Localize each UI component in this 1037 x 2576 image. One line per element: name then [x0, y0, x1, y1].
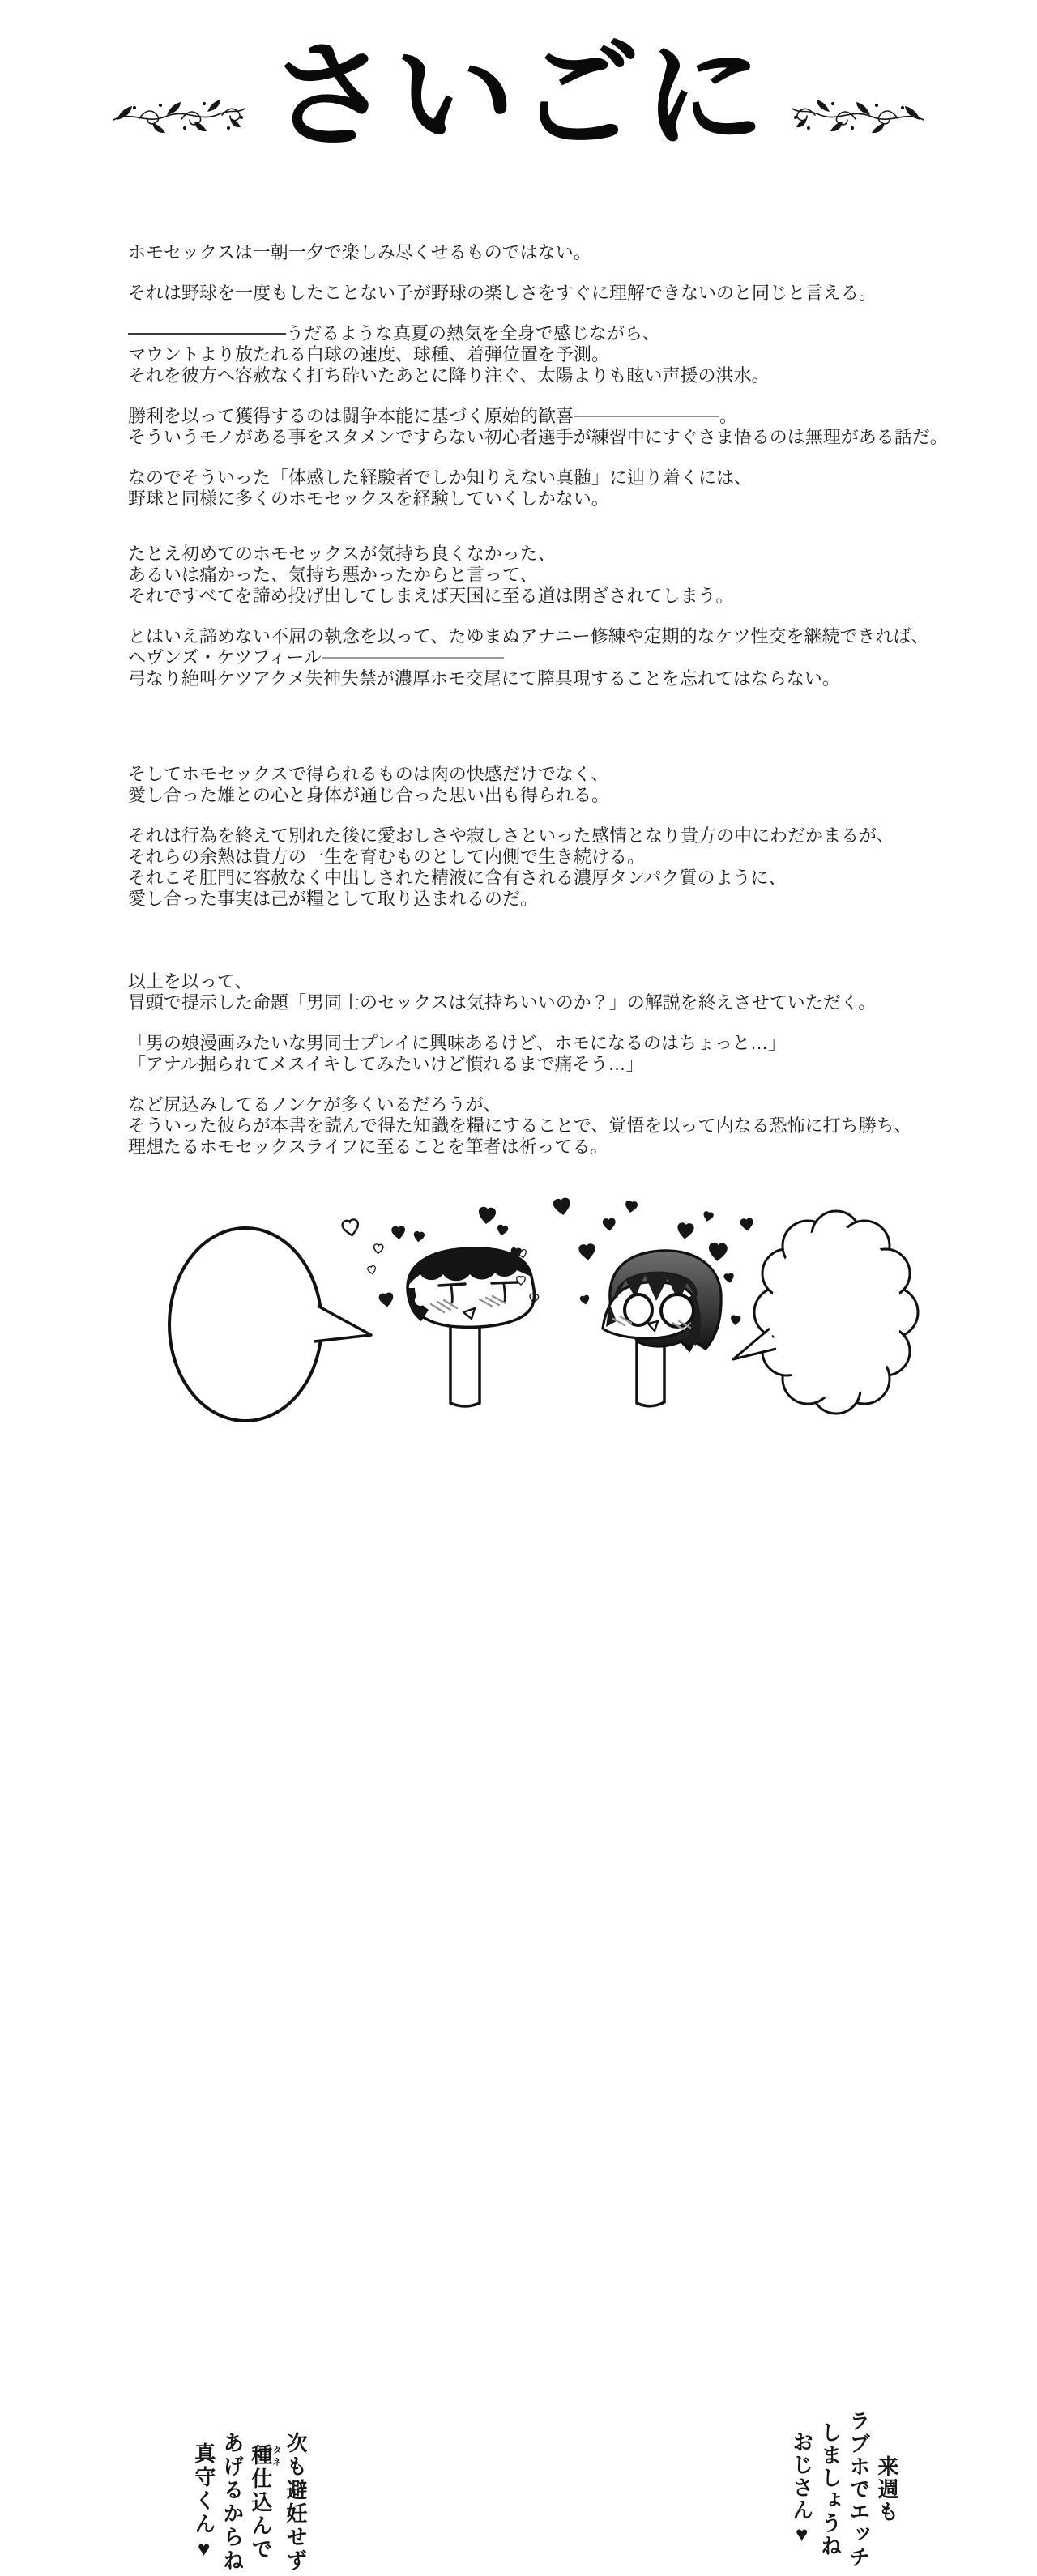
paragraph	[128, 825, 1019, 910]
text-line: 愛し合った雄との心と身体が通じ合った思い出も得られる。	[128, 785, 610, 805]
text-line: とはいえ諦めない不屈の執念を以って、たゆまぬアナニー修練や定期的なケツ性交を継続できれば、	[128, 626, 929, 646]
bubble-text-column: しましょうね	[817, 2420, 843, 2557]
floral-vine-ornament-right	[789, 92, 927, 134]
bubble-text-column: ラブホでエッチ	[846, 2409, 871, 2569]
heart-icon	[578, 1243, 596, 1261]
heart-icon	[413, 1230, 425, 1243]
heart-icon	[740, 1218, 753, 1231]
paragraph	[128, 1094, 1019, 1158]
text-segment: 。	[719, 406, 738, 426]
text-line	[128, 323, 1019, 344]
heart-icon	[708, 1243, 728, 1262]
footer-illustration-canvas	[0, 1175, 1037, 1451]
text-line: なのでそういった「体感した経験者でしか知りえない真髄」に辿り着くには、	[128, 467, 753, 488]
bubble-text-column: あげるからね	[220, 2432, 245, 2573]
horizontal-dash	[128, 333, 286, 335]
text-line: 理想たるホモセックスライフに至ることを筆者は祈ってる。	[128, 1137, 608, 1157]
text-line: 愛し合った事実は己が糧として取り込まれるのだ。	[128, 889, 539, 909]
bubble-text-column: おじさん♥	[789, 2430, 814, 2548]
heart-icon	[391, 1226, 406, 1240]
paragraph	[128, 406, 1019, 448]
ojisan-ear	[415, 1294, 426, 1306]
heart-icon	[496, 1224, 509, 1237]
right-cloud-bubble	[733, 1211, 918, 1414]
text-line: そういうモノがある事をスタメンですらない初心者選手が練習中にすぐさま悟るのは無理がある話だ。	[128, 427, 948, 447]
text-line: 「男の娘漫画みたいな男同士プレイに興味あるけど、ホモになるのはちょっと…」	[128, 1033, 787, 1053]
heart-icon	[373, 1244, 383, 1254]
footer-illustration	[0, 1175, 1037, 2573]
paragraph	[128, 242, 1019, 263]
text-line: それは行為を終えて別れた後に愛おしさや寂しさといった感情となり貴方の中にわだかまるが、	[128, 825, 895, 846]
paragraph	[128, 764, 1019, 806]
heart-icon	[603, 1218, 617, 1231]
text-line: 野球と同様に多くのホモセックスを経験していくしかない。	[128, 488, 609, 509]
paragraph	[128, 971, 1019, 1013]
text-line	[128, 406, 1019, 427]
text-line: など尻込みしてるノンケが多くいるだろうが、	[128, 1094, 501, 1115]
bubble-text-column: 次も避妊せず	[284, 2432, 308, 2573]
page-title: さいごに	[268, 29, 768, 162]
paragraph	[128, 544, 1019, 607]
paragraph	[128, 1033, 1019, 1075]
text-line: それは野球を一度もしたことない子が野球の楽しさをすぐに理解できないのと同じと言える。	[128, 283, 877, 303]
heart-icon	[342, 1219, 360, 1237]
mamoru-kun-kokeshi-figure	[603, 1251, 721, 1406]
mamoru-right-eye	[661, 1294, 693, 1327]
paragraph	[128, 323, 1019, 386]
right-bubble-text	[776, 2406, 901, 2572]
heart-icon	[367, 1265, 376, 1274]
paragraph	[128, 626, 1019, 689]
text-segment: ヘヴンズ・ケツフィール	[128, 647, 322, 667]
afterword-body-text	[128, 242, 1019, 1158]
heart-icon	[579, 1294, 591, 1305]
text-segment: うだるような真夏の熱気を全身で感じながら、	[286, 323, 661, 343]
text-line: ホモセックスは一朝一夕で楽しみ尽くせるものではない。	[128, 242, 591, 262]
text-line: それを彼方へ容赦なく打ち砕いたあとに降り注ぐ、太陽よりも眩い声援の洪水。	[128, 365, 770, 386]
text-line: 以上を以って、	[128, 971, 253, 992]
text-line	[128, 647, 1019, 668]
heart-icon	[723, 1273, 735, 1284]
text-line: 冒頭で提示した命題「男同士のセックスは気持ちいいのか？」の解説を終えさせていただく。	[128, 992, 877, 1013]
heart-icon	[730, 1315, 741, 1325]
heart-icon	[477, 1206, 496, 1225]
ojisan-kokeshi-figure	[408, 1248, 535, 1406]
heart-icon	[624, 1200, 638, 1213]
text-line: 弓なり絶叫ケツアクメ失神失禁が濃厚ホモ交尾にて膣具現することを忘れてはならない。	[128, 668, 840, 689]
paragraph	[128, 467, 1019, 510]
horizontal-dash	[322, 657, 504, 659]
text-line: そしてホモセックスで得られるものは肉の快感だけでなく、	[128, 764, 609, 784]
text-line: あるいは痛かった、気持ち悪かったからと言って、	[128, 565, 538, 585]
heart-icon	[702, 1210, 715, 1222]
bubble-text-column: 真守くん♥	[191, 2442, 216, 2563]
paragraph	[128, 283, 1019, 304]
left-bubble-text	[185, 2429, 309, 2576]
mamoru-body-stick	[637, 1341, 664, 1406]
text-line: それらの余熱は貴方の一生を育むものとして内側で生き続ける。	[128, 847, 646, 867]
heart-icon	[553, 1197, 572, 1217]
text-line: 「アナル掘られてメスイキしてみたいけど慣れるまで痛そう…」	[128, 1054, 644, 1074]
text-line: たとえ初めてのホモセックスが気持ち良くなかった、	[128, 544, 556, 564]
text-line: そういった彼らが本書を読んで得た知識を糧にすることで、覚悟を以って内なる恐怖に打ち勝ち、	[128, 1115, 912, 1136]
bubble-text-column: 種タネ仕込んで	[248, 2443, 281, 2561]
floral-vine-ornament-left	[110, 92, 248, 134]
text-line: マウントより放たれる白球の速度、球種、着弾位置を予測。	[128, 344, 610, 365]
ojisan-body-stick	[450, 1325, 480, 1406]
text-segment: 勝利を以って獲得するのは闘争本能に基づく原始的歓喜	[128, 406, 574, 426]
heart-icon	[676, 1222, 694, 1240]
page-header	[0, 29, 1037, 162]
left-speech-bubble	[169, 1228, 371, 1421]
horizontal-dash	[574, 416, 719, 417]
bubble-text-column: 来週も	[875, 2454, 899, 2523]
text-line: それこそ肛門に容赦なく中出しされた精液に含有される濃厚タンパク質のように、	[128, 868, 787, 888]
text-line: それですべてを諦め投げ出してしまえば天国に至る道は閉ざされてしまう。	[128, 586, 734, 606]
heart-icon	[378, 1292, 395, 1308]
